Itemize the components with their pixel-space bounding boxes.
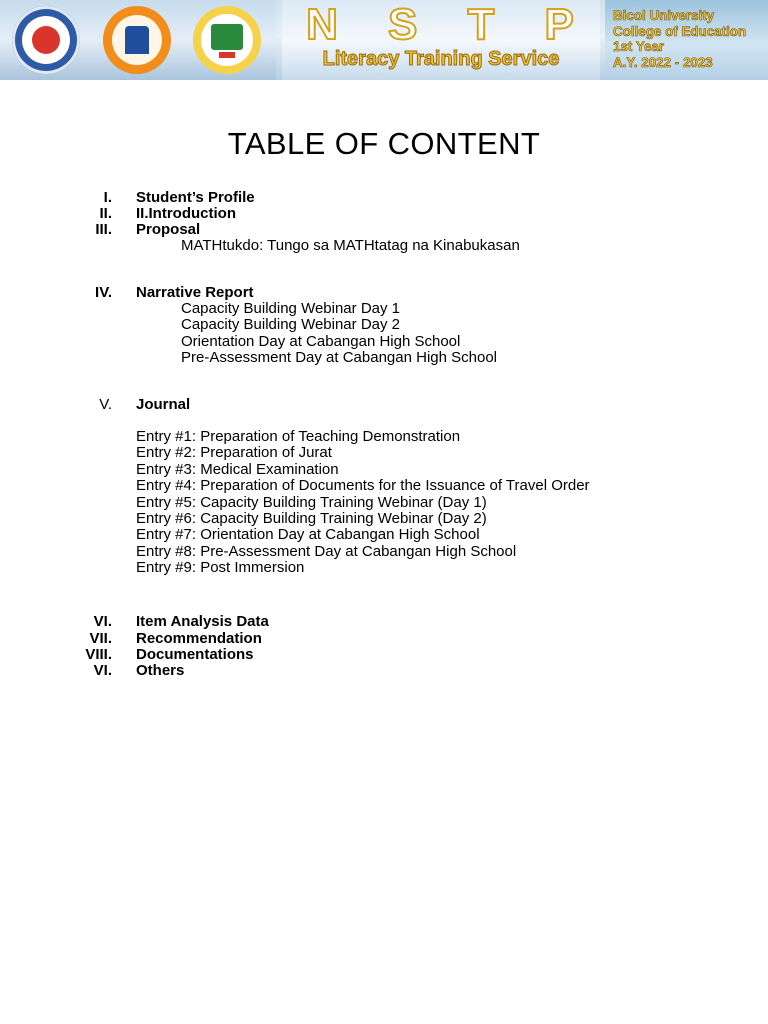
logo-strip [0,0,276,80]
toc-journal-entry: Entry #1: Preparation of Teaching Demonstration [136,428,461,445]
nstp-title-panel [282,0,600,80]
toc-section-heading: Journal [136,396,191,413]
toc-journal-entry: Entry #6: Capacity Building Training Webinar (Day 2) [136,510,487,527]
toc-number: III. [95,221,112,238]
toc-subitem: Capacity Building Webinar Day 2 [181,316,401,333]
toc-subitem: Orientation Day at Cabangan High School [181,333,461,350]
toc-journal-entry: Entry #2: Preparation of Jurat [136,444,332,461]
toc-number: VI. [93,613,112,630]
toc-section-heading: Recommendation [136,630,262,647]
toc-number: VI. [93,662,112,679]
toc-number: IV. [95,284,112,301]
toc-number: I. [103,189,112,206]
info-line: Bicol University [613,8,715,23]
info-line: 1st Year [613,39,665,54]
toc-section-heading: Item Analysis Data [136,613,269,630]
toc-journal-entry: Entry #7: Orientation Day at Cabangan High School [136,526,480,543]
header-banner [0,0,768,80]
literacy-training-service-seal-icon [193,6,261,74]
toc-subitem: MATHtukdo: Tungo sa MATHtatag na Kinabukasan [181,237,520,254]
page-title: TABLE OF CONTENT [227,126,541,161]
toc-number: II. [99,205,112,222]
toc-section-heading: Others [136,662,185,679]
toc-subitem: Capacity Building Webinar Day 1 [181,300,401,317]
nstp-subtitle: Literacy Training Service [322,48,560,70]
toc-section-heading: Narrative Report [136,284,254,301]
nstp-letter: P [544,0,576,49]
nstp-letter: N [306,0,340,49]
toc-section-heading: Student’s Profile [136,189,255,206]
nstp-letter: T [467,0,497,49]
toc-journal-entry: Entry #5: Capacity Building Training Webinar (Day 1) [136,494,487,511]
toc-section-heading: II.Introduction [136,205,236,222]
info-line: College of Education [613,23,747,39]
toc-journal-entry: Entry #8: Pre-Assessment Day at Cabangan High School [136,543,517,560]
toc-number: VII. [89,630,112,647]
bicol-university-seal-icon [12,6,80,74]
nstp-letter: S [387,0,420,49]
university-info-panel [605,0,768,80]
toc-section-heading: Documentations [136,646,254,663]
toc-journal-entry: Entry #4: Preparation of Documents for the Issuance of Travel Order [136,477,590,494]
info-line: A.Y. 2022 - 2023 [613,54,713,70]
nstp-letters [282,0,600,50]
toc-subitem: Pre-Assessment Day at Cabangan High School [181,349,497,366]
college-of-education-seal-icon [103,6,171,74]
toc-number: VIII. [85,646,112,663]
toc-number: V. [99,396,112,413]
university-info [613,8,746,70]
toc-journal-entry: Entry #3: Medical Examination [136,461,339,478]
toc-journal-entry: Entry #9: Post Immersion [136,559,305,576]
toc-section-heading: Proposal [136,221,201,238]
